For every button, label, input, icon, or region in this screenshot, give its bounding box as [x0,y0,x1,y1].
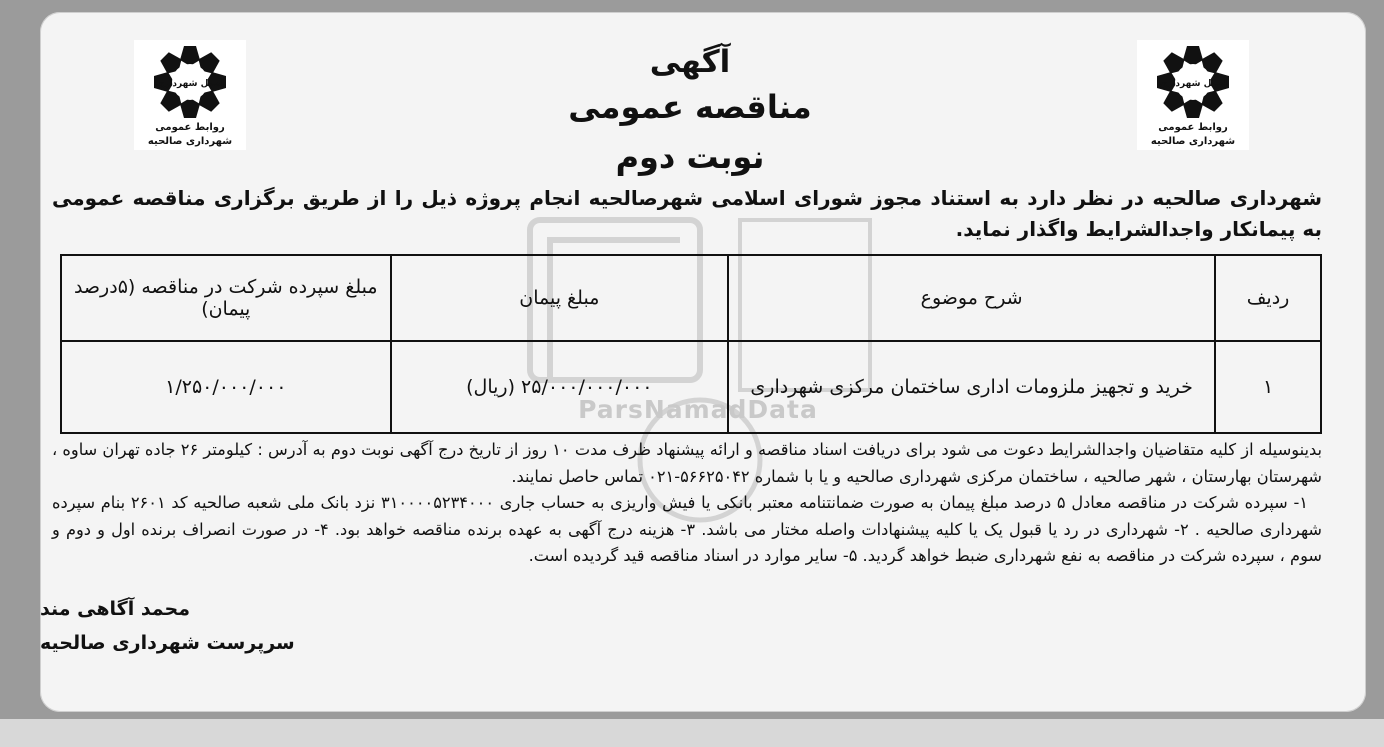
table-header-row [61,255,1321,341]
cell-contract-amount: ۲۵/۰۰۰/۰۰۰/۰۰۰ (ریال) [391,341,729,433]
header-contract-amount: مبلغ پیمان [391,255,729,341]
logo-caption-public-relations: روابط عمومی [155,122,225,133]
notice-title: آگهی [649,44,731,80]
notice-body [52,437,1322,570]
table-row [61,341,1321,433]
header-row-number: ردیف [1215,255,1321,341]
emblem-icon [152,44,228,122]
tender-table [60,254,1322,434]
cell-deposit-amount: ۱/۲۵۰/۰۰۰/۰۰۰ [61,341,391,433]
header-deposit-amount: مبلغ سپرده شرکت در مناقصه (۵درصد پیمان) [61,255,391,341]
signatory-name: محمد آگاهی مند [40,598,190,620]
bottom-strip [0,719,1384,747]
municipality-logo-right [1137,40,1249,150]
signatory-position: سرپرست شهرداری صالحیه [40,632,295,654]
header-description: شرح موضوع [728,255,1215,341]
emblem-text: اصیل شهرداری [1158,79,1228,89]
emblem-text: اصیل شهرداری [155,79,225,89]
cell-row-number: ۱ [1215,341,1321,433]
logo-caption-municipality: شهرداری صالحیه [1150,136,1236,147]
watermark-brand: ParsNamadData [578,395,818,424]
logo-caption-public-relations: روابط عمومی [1158,122,1228,133]
cell-description: خرید و تجهیز ملزومات اداری ساختمان مرکزی شهرداری [728,341,1215,433]
intro-paragraph: شهرداری صالحیه در نظر دارد به استناد مجوز شورای اسلامی شهرصالحیه انجام پروژه ذیل را از طریق برگزاری مناقصه عمومی به پیمانکار واجدالشرایط واگذار نماید. [52,186,1322,241]
municipality-logo-left [134,40,246,150]
body-paragraph-conditions: ۱- سپرده شرکت در مناقصه معادل ۵ درصد مبلغ پیمان به صورت ضمانتنامه معتبر بانکی یا فیش واریزی به حساب جاری ۳۱۰۰۰۰۵۲۳۴۰۰۰ نزد بانک ملی شعبه صالحیه کد ۲۶۰۱ بنام سپرده شهرداری صالحیه . ۲- شهرداری در رد یا قبول یک یا کلیه پیشنهادات واصله مختار می باشد. ۳- هزینه درج آگهی به عهده برنده مناقصه خواهد بود. ۴- در صورت انصراف برنده اول و دوم و سوم ، سپرده شرکت در مناقصه به نفع شهرداری ضبط خواهد گردید. ۵- سایر موارد در اسناد مناقصه قید گردیده است. [52,493,1322,565]
logo-caption-municipality: شهرداری صالحیه [147,136,233,147]
body-paragraph-invitation: بدینوسیله از کلیه متقاضیان واجدالشرایط دعوت می شود برای دریافت اسناد مناقصه و ارائه پیشنهاد ظرف مدت ۱۰ روز از تاریخ درج آگهی نوبت دوم به آدرس : کیلومتر ۲۶ جاده تهران ساوه ، شهرستان بهارستان ، شهر صالحیه ، ساختمان مرکزی شهرداری صالحیه و یا با شماره ۵۶۶۲۵۰۴۲-۰۲۱ تماس حاصل نمایند. [52,440,1323,486]
notice-round: نوبت دوم [615,138,765,176]
notice-subtitle: مناقصه عمومی [568,88,812,126]
emblem-icon [1155,44,1231,122]
